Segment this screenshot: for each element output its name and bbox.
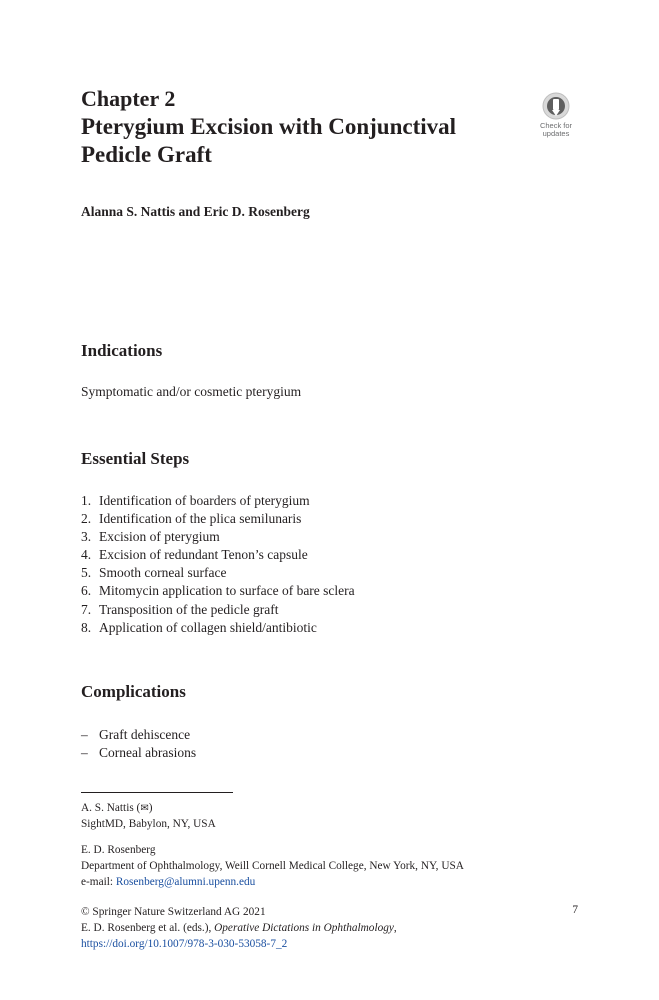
- authors: Alanna S. Nattis and Eric D. Rosenberg: [81, 204, 310, 219]
- step-text: Smooth corneal surface: [99, 565, 227, 581]
- citation: [81, 920, 397, 936]
- step-number: 7.: [81, 601, 92, 617]
- author1-name-close: ): [148, 802, 153, 814]
- check-for-updates-icon: [531, 90, 581, 122]
- step-number: 5.: [81, 565, 92, 581]
- footnote-divider: [81, 792, 233, 793]
- step-text: Transposition of the pedicle graft: [99, 601, 279, 617]
- list-dash: –: [81, 727, 88, 742]
- step-item: [81, 564, 355, 582]
- step-item: [81, 492, 355, 510]
- step-item: [81, 528, 355, 546]
- doi-link[interactable]: https://doi.org/10.1007/978-3-030-53058-7_2: [81, 938, 288, 950]
- step-number: 2.: [81, 511, 92, 527]
- author2-name: E. D. Rosenberg: [81, 844, 156, 856]
- step-text: Excision of pterygium: [99, 529, 220, 545]
- complications-list: [81, 726, 196, 762]
- essential-steps-heading: Essential Steps: [81, 449, 190, 468]
- step-text: Mitomycin application to surface of bare sclera: [99, 583, 355, 599]
- check-for-updates-badge[interactable]: [531, 90, 581, 140]
- complication-text: Graft dehiscence: [99, 727, 191, 742]
- author2-affiliation: Department of Ophthalmology, Weill Cornell Medical College, New York, NY, USA: [81, 860, 464, 872]
- step-number: 1.: [81, 493, 92, 508]
- step-item: [81, 510, 355, 528]
- email-link[interactable]: Rosenberg@alumni.upenn.edu: [115, 876, 256, 888]
- envelope-icon[interactable]: ✉: [140, 803, 149, 814]
- complication-text: Corneal abrasions: [99, 745, 197, 760]
- author1-name-text: A. S. Nattis (: [81, 802, 141, 814]
- step-text: Identification of the plica semilunaris: [99, 511, 302, 527]
- complication-item: [81, 726, 196, 744]
- step-item: [81, 582, 355, 600]
- citation-prefix: E. D. Rosenberg et al. (eds.),: [81, 922, 215, 934]
- badge-line-2: updates: [542, 129, 570, 138]
- list-dash: –: [81, 745, 88, 760]
- step-text: Identification of boarders of pterygium: [99, 493, 310, 508]
- author1-name: [81, 800, 152, 817]
- step-number: 6.: [81, 583, 92, 599]
- chapter-label: Chapter 2: [81, 86, 176, 111]
- email-prefix: e-mail:: [81, 876, 116, 888]
- page-number: 7: [572, 904, 578, 916]
- chapter-title: Pterygium Excision with Conjunctival Pedicle Graft: [81, 114, 457, 167]
- complications-heading: Complications: [81, 682, 186, 701]
- step-number: 8.: [81, 619, 92, 635]
- copyright: © Springer Nature Switzerland AG 2021: [81, 906, 266, 918]
- author2-email-line: [81, 874, 255, 890]
- step-item: [81, 619, 355, 637]
- step-number: 3.: [81, 529, 92, 545]
- step-text: Excision of redundant Tenon’s capsule: [99, 547, 308, 563]
- indications-heading: Indications: [81, 341, 163, 360]
- complication-item: [81, 744, 196, 762]
- essential-steps-list: [81, 492, 355, 637]
- citation-title: Operative Dictations in Ophthalmology: [214, 922, 394, 934]
- badge-line-1: Check for: [539, 121, 573, 130]
- citation-suffix: ,: [393, 922, 397, 934]
- step-number: 4.: [81, 547, 92, 563]
- step-text: Application of collagen shield/antibiotic: [99, 619, 317, 635]
- step-item: [81, 546, 355, 564]
- indications-text: Symptomatic and/or cosmetic pterygium: [81, 384, 302, 399]
- step-item: [81, 601, 355, 619]
- author1-affiliation: SightMD, Babylon, NY, USA: [81, 818, 216, 830]
